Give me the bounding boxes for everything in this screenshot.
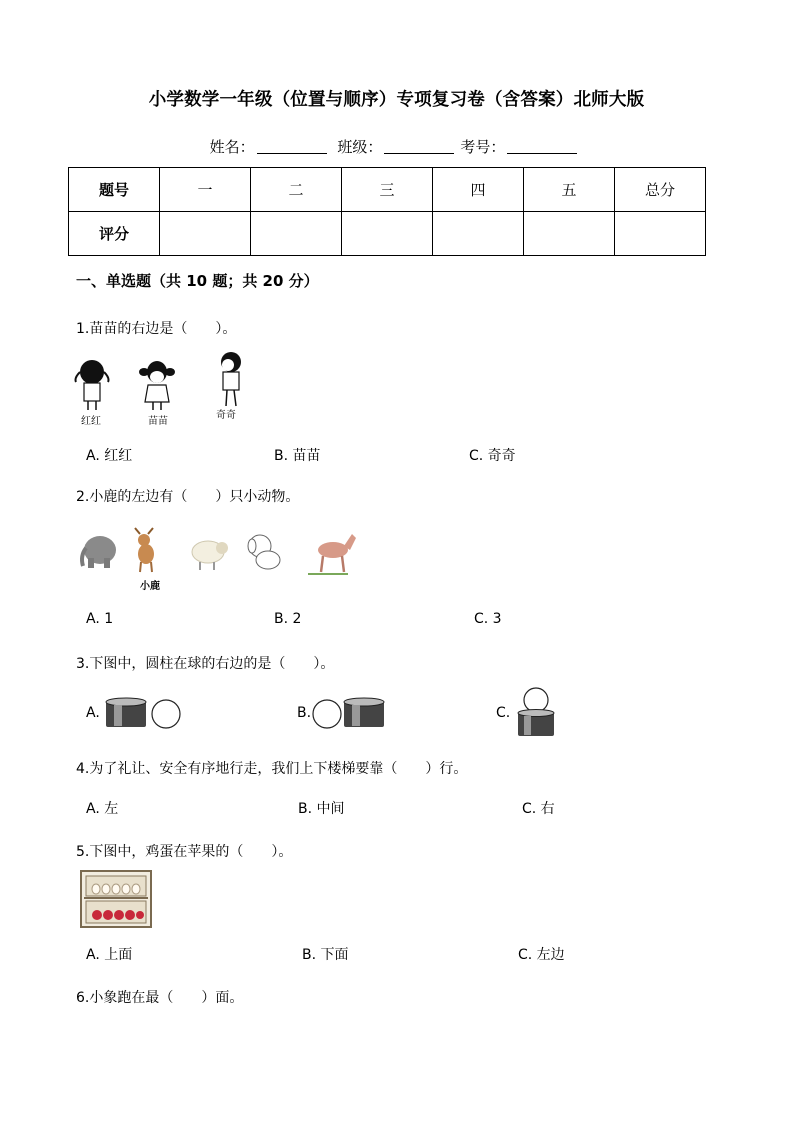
q5-option-b[interactable]: B. 下面 [302,947,349,963]
exam-number-label: 考号： [460,138,506,156]
q1-option-b[interactable]: B. 苗苗 [274,448,321,464]
q4-option-b[interactable]: B. 中间 [298,801,345,817]
q4-option-c[interactable]: C. 右 [522,801,555,817]
score-cell[interactable] [160,212,251,256]
section-heading: 一、单选题（共 10 题；共 20 分） [76,272,319,290]
boy-qiqi-figure [216,352,241,421]
girl-miaomiao-figure [139,361,175,427]
pic-label-qi: 奇奇 [216,410,236,421]
q2-option-b[interactable]: B. 2 [274,611,302,627]
q2-option-a[interactable]: A. 1 [86,611,114,627]
score-header-cell: 五 [524,168,615,212]
ball-on-cylinder-c-figure [514,686,558,738]
class-blank[interactable] [384,139,454,154]
horse-icon [308,534,356,574]
class-label: 班级： [337,138,383,156]
animals-figure [80,528,360,596]
score-table [68,167,706,256]
pic-label-hong: 红红 [81,416,101,427]
name-label: 姓名： [209,138,255,156]
eggs-icon [92,884,140,894]
q1-option-a[interactable]: A. 红红 [86,448,133,464]
q5-option-c[interactable]: C. 左边 [518,947,565,963]
score-header-cell: 总分 [615,168,706,212]
sheep-icon [192,541,228,570]
score-header-cell: 题号 [69,168,160,212]
question-4-stem: 4.为了礼让、安全有序地行走，我们上下楼梯要靠（ ）行。 [76,761,468,777]
score-row-label: 评分 [69,212,160,256]
score-cell[interactable] [251,212,342,256]
q3-option-c[interactable]: C. [496,705,511,721]
girl-hongnong-figure [76,360,109,427]
pic-label-miao: 苗苗 [148,416,168,427]
q1-option-c[interactable]: C. 奇奇 [469,448,516,464]
page-title: 小学数学一年级（位置与顺序）专项复习卷（含答案）北师大版 [148,90,645,110]
ball-cylinder-b-figure [312,697,392,731]
score-header-cell: 四 [433,168,524,212]
student-info-line [0,136,793,157]
cylinder-ball-a-figure [104,697,184,731]
score-header-cell: 一 [160,168,251,212]
deer-icon [135,528,160,592]
score-header-cell: 三 [342,168,433,212]
shelf-eggs-apples-figure [80,870,152,928]
question-3-stem: 3.下图中，圆柱在球的右边的是（ ）。 [76,656,335,672]
score-cell[interactable] [342,212,433,256]
question-2-stem: 2.小鹿的左边有（ ）只小动物。 [76,489,300,505]
score-cell[interactable] [524,212,615,256]
elephant-icon [82,536,116,568]
score-cell[interactable] [433,212,524,256]
exam-number-blank[interactable] [507,139,577,154]
q4-option-a[interactable]: A. 左 [86,801,119,817]
children-figure [74,350,254,428]
name-blank[interactable] [257,139,327,154]
score-table-score-row [69,212,706,256]
puppy-icon [248,535,280,569]
score-cell[interactable] [615,212,706,256]
question-6-stem: 6.小象跑在最（ ）面。 [76,990,244,1006]
q5-option-a[interactable]: A. 上面 [86,947,133,963]
q3-option-b[interactable]: B. [297,705,312,721]
score-table-header-row [69,168,706,212]
score-header-cell: 二 [251,168,342,212]
question-1-stem: 1.苗苗的右边是（ ）。 [76,321,237,337]
q3-option-a[interactable]: A. [86,705,100,721]
pic-label-deer: 小鹿 [140,581,160,592]
question-5-stem: 5.下图中，鸡蛋在苹果的（ ）。 [76,844,293,860]
q2-option-c[interactable]: C. 3 [474,611,502,627]
